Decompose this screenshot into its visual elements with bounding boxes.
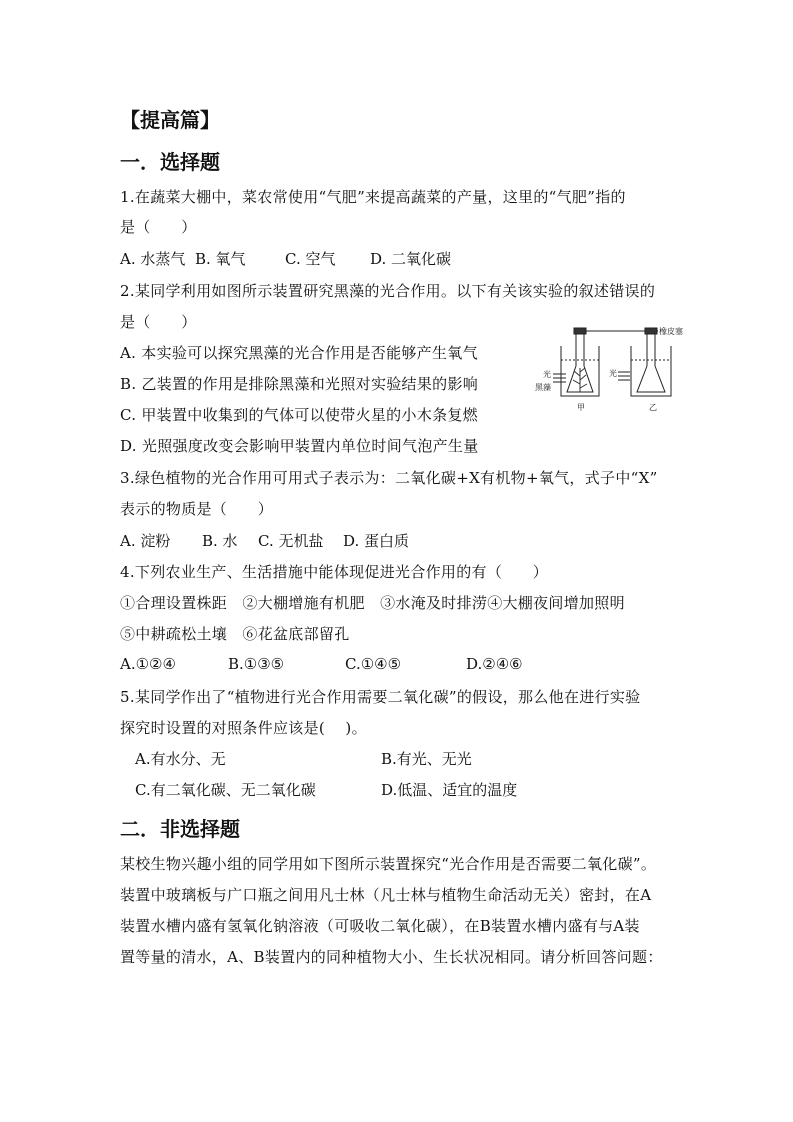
section-title-nonchoice: 二．非选择题 [120,817,240,841]
q5-line1: 5.某同学作出了“植物进行光合作用需要二氧化碳”的假设，那么他在进行实验 [120,688,641,706]
q3-option-c: C. 无机盐 [258,532,324,550]
q2-option-c: C. 甲装置中收集到的气体可以使带火星的小木条复燃 [120,406,478,424]
q4-line3: ⑤中耕疏松土壤 ⑥花盆底部留孔 [120,625,350,643]
experiment-figure [533,326,691,418]
figure-label-stopper: 橡皮塞 [659,327,683,336]
light-rays-yi [618,372,630,380]
q1-line2: 是（ ） [120,218,197,236]
q4-option-d: D.②④⑥ [466,655,523,673]
q3-line2: 表示的物质是（ ） [120,500,274,518]
para-line2: 装置中玻璃板与广口瓶之间用凡士林（凡士林与植物生命活动无关）密封，在A [120,886,652,904]
test-tube-jia [574,328,586,366]
q2-option-d: D. 光照强度改变会影响甲装置内单位时间气泡产生量 [120,437,479,455]
figure-label-light-jia: 光 [543,370,551,379]
beaker-yi [631,346,671,396]
q4-line2: ①合理设置株距 ②大棚增施有机肥 ③水淹及时排涝④大棚夜间增加照明 [120,594,625,612]
q1-option-d: D. 二氧化碳 [370,250,452,268]
algae-plant-icon [573,368,587,392]
q5-option-a: A.有水分、无 [135,750,226,768]
figure-label-jia: 甲 [577,403,585,412]
q1-line1: 1.在蔬菜大棚中，菜农常使用“气肥”来提高蔬菜的产量，这里的“气肥”指的 [120,188,626,206]
heading: 【提高篇】 [120,108,220,132]
q5-option-b: B.有光、无光 [381,750,472,768]
q4-option-a: A.①②④ [120,655,176,673]
light-rays-jia [553,374,566,382]
para-line4: 置等量的清水，A、B装置内的同种植物大小、生长状况相同。请分析回答问题： [120,948,663,966]
funnel-yi [637,366,665,392]
q5-option-c: C.有二氧化碳、无二氧化碳 [135,781,316,799]
para-line1: 某校生物兴趣小组的同学用如下图所示装置探究“光合作用是否需要二氧化碳”。 [120,855,657,873]
q4-line1: 4.下列农业生产、生活措施中能体现促进光合作用的有（ ） [120,563,549,581]
q3-option-a: A. 淀粉 [120,532,171,550]
q2-line1: 2.某同学利用如图所示装置研究黑藻的光合作用。以下有关该实验的叙述错误的 [120,282,656,300]
q2-option-a: A. 本实验可以探究黑藻的光合作用是否能够产生氧气 [120,344,478,362]
q4-option-b: B.①③⑤ [228,655,285,673]
figure-label-light-yi: 光 [609,369,617,378]
q1-option-b: B. 氧气 [195,250,246,268]
q1-option-a: A. 水蒸气 [120,250,186,268]
q4-option-c: C.①④⑤ [345,655,402,673]
q3-line1: 3.绿色植物的光合作用可用式子表示为：二氧化碳+X有机物+氧气，式子中“X” [120,469,658,487]
q2-option-b: B. 乙装置的作用是排除黑藻和光照对实验结果的影响 [120,375,479,393]
figure-label-algae: 黑藻 [535,383,551,392]
q3-option-b: B. 水 [202,532,238,550]
q1-option-c: C. 空气 [285,250,336,268]
section-title-choice: 一．选择题 [120,150,220,174]
figure-label-yi: 乙 [649,403,657,412]
q3-option-d: D. 蛋白质 [343,532,410,550]
q5-option-d: D.低温、适宜的温度 [381,781,518,799]
q2-line2: 是（ ） [120,313,197,331]
para-line3: 装置水槽内盛有氢氧化钠溶液（可吸收二氧化碳），在B装置水槽内盛有与A装 [120,917,640,935]
q5-line2: 探究时设置的对照条件应该是( )。 [120,719,367,737]
